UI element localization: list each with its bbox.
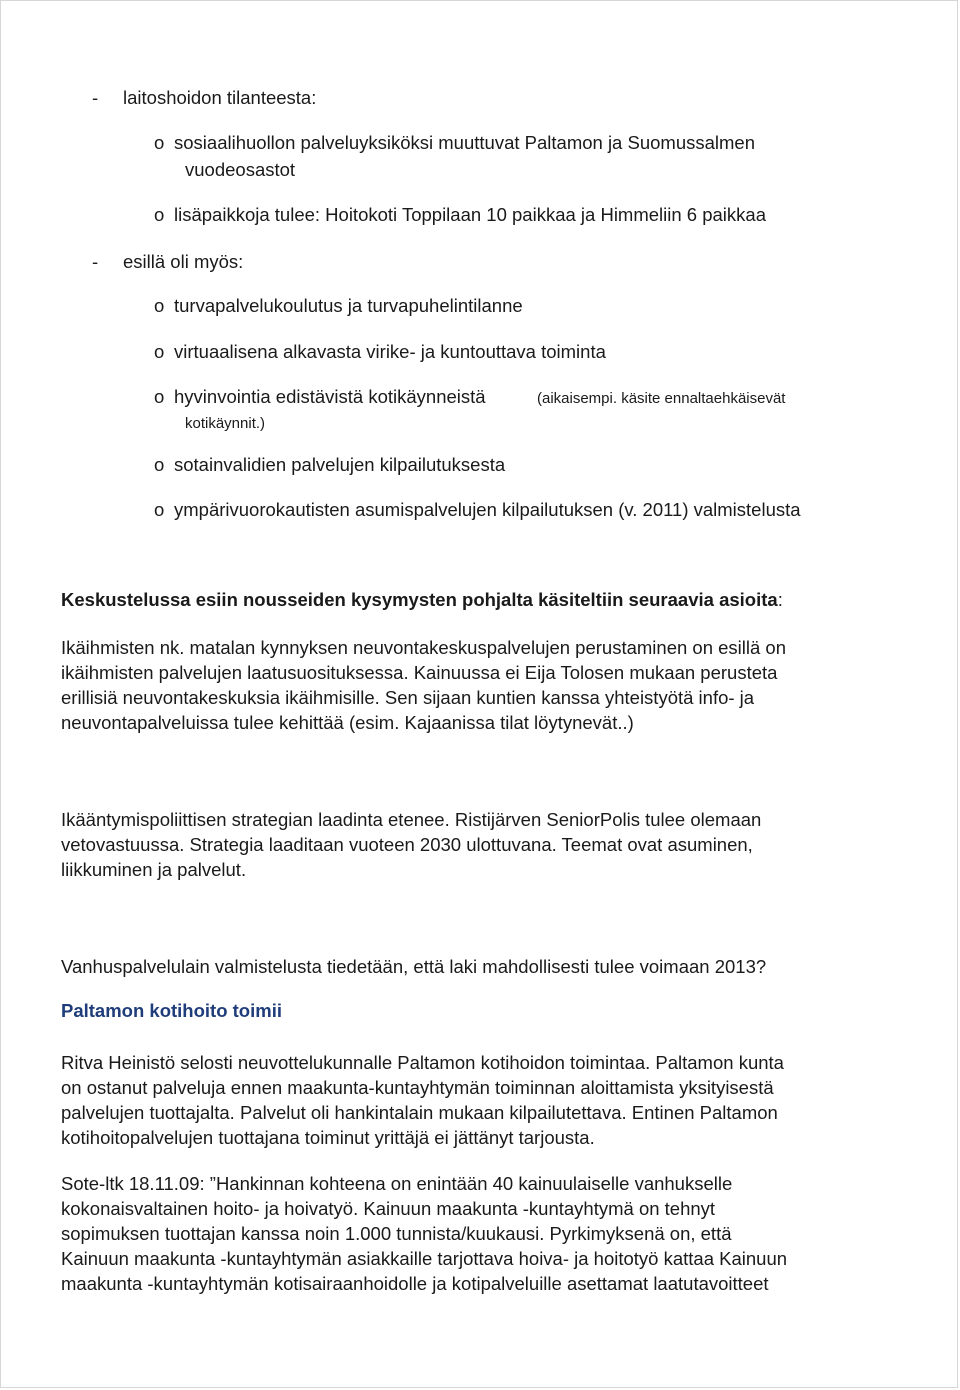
paragraph-line: kotihoitopalvelujen tuottajana toiminut yrittäjä ei jättänyt tarjousta. [61,1127,595,1148]
paragraph-line: on ostanut palveluja ennen maakunta-kuntayhtymän toiminnan aloittamista yksityisestä [61,1077,774,1098]
paragraph-line: neuvontapalveluissa tulee kehittää (esim. Kajaanissa tilat löytynevät..) [61,712,634,733]
sub-item-text: ympärivuorokautisten asumispalvelujen kilpailutuksen (v. 2011) valmistelusta [174,499,801,520]
paragraph-line: Kainuun maakunta -kuntayhtymän asiakkaille tarjottava hoiva- ja hoitotyö kattaa Kainuun [61,1248,788,1269]
list-item-label: esillä oli myös: [123,251,244,272]
sub-item-text: turvapalvelukoulutus ja turvapuhelintilanne [174,295,523,316]
sub-item-note: (aikaisempi. käsite ennaltaehkäisevät [537,390,786,407]
sub-bullet: o [154,204,165,225]
sub-item-text: sosiaalihuollon palveluyksiköksi muuttuvat Paltamon ja Suomussalmen [174,132,755,153]
list-bullet: - [92,251,99,272]
discussion-heading [61,588,783,612]
paragraph-line: maakunta -kuntayhtymän kotisairaanhoidolle ja kotipalveluille asettamat laatutavoitteet [61,1273,769,1294]
sub-item-text: sotainvalidien palvelujen kilpailutuksesta [174,454,506,475]
sub-bullet: o [154,499,165,520]
paragraph-line: Ritva Heinistö selosti neuvottelukunnalle Paltamon kotihoidon toimintaa. Paltamon kunta [61,1052,784,1073]
section-heading: Paltamon kotihoito toimii [61,1000,282,1021]
sub-bullet: o [154,341,165,362]
paragraph-line: palvelujen tuottajalta. Palvelut oli hankintalain mukaan kilpailutettava. Entinen Paltamon [61,1102,778,1123]
paragraph-sote-ltk [61,1171,941,1296]
paragraph-line: vetovastuussa. Strategia laaditaan vuoteen 2030 ulottuvana. Teemat ovat asuminen, [61,834,753,855]
paragraph-counseling [61,635,941,735]
sub-bullet: o [154,295,165,316]
paragraph-line: Ikääntymispoliittisen strategian laadinta etenee. Ristijärven SeniorPolis tulee olemaan [61,809,762,830]
sub-item-text: hyvinvointia edistävistä kotikäynneistä [174,386,486,407]
sub-bullet: o [154,132,165,153]
list-item-label: laitoshoidon tilanteesta: [123,87,317,108]
sub-bullet: o [154,454,165,475]
sub-bullet: o [154,386,165,407]
sub-item-text: virtuaalisena alkavasta virike- ja kuntouttava toiminta [174,341,606,362]
paragraph-strategy [61,807,941,882]
paragraph-elderly-law [61,954,941,979]
paragraph-line: Sote-ltk 18.11.09: ”Hankinnan kohteena on enintään 40 kainuulaiselle vanhukselle [61,1173,733,1194]
paragraph-line: liikkuminen ja palvelut. [61,859,247,880]
paragraph-home-care [61,1050,941,1150]
paragraph-line: Vanhuspalvelulain valmistelusta tiedetään, että laki mahdollisesti tulee voimaan 2013? [61,956,767,977]
paragraph-line: Ikäihmisten nk. matalan kynnyksen neuvontakeskuspalvelujen perustaminen on esillä on [61,637,787,658]
sub-item-text: lisäpaikkoja tulee: Hoitokoti Toppilaan 10 paikkaa ja Himmeliin 6 paikkaa [174,204,766,225]
list-bullet: - [92,87,99,108]
paragraph-line: kokonaisvaltainen hoito- ja hoivatyö. Kainuun maakunta -kuntayhtymä on tehnyt [61,1198,716,1219]
discussion-heading-text: Keskustelussa esiin nousseiden kysymysten pohjalta käsiteltiin seuraavia asioita [61,589,778,610]
paragraph-line: sopimuksen tuottajan kanssa noin 1.000 tunnista/kuukausi. Pyrkimyksenä on, että [61,1223,732,1244]
discussion-heading-suffix: : [777,589,783,610]
paragraph-line: ikäihmisten palvelujen laatusuosituksessa. Kainuussa ei Eija Tolosen mukaan perusteta [61,662,778,683]
sub-item-note: kotikäynnit.) [185,415,266,432]
paragraph-line: erillisiä neuvontakeskuksia ikäihmisille. Sen sijaan kuntien kanssa yhteistyötä info- ja [61,687,755,708]
sub-item-text: vuodeosastot [185,159,296,180]
